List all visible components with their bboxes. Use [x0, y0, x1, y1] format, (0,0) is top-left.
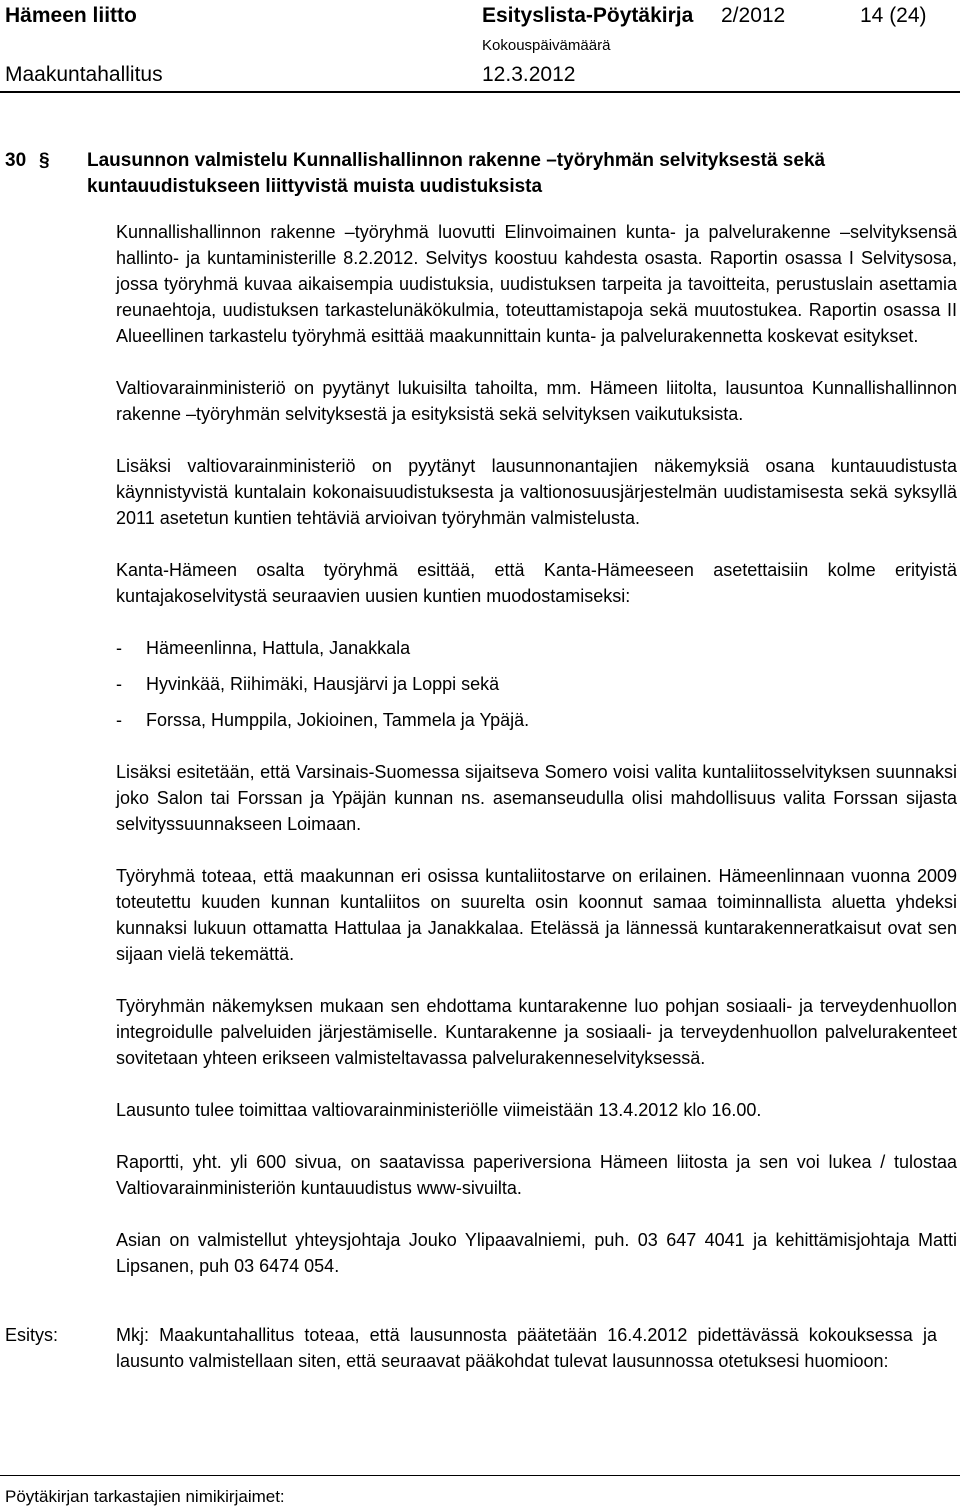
section-symbol: § [39, 150, 50, 171]
proposal-label: Esitys: [5, 1325, 59, 1345]
list-item [116, 671, 957, 697]
list-item-text: Forssa, Humppila, Jokioinen, Tammela ja Ypäjä. [146, 710, 530, 730]
list-item-text: Hämeenlinna, Hattula, Janakkala [146, 638, 411, 658]
paragraph-report-summary: Kunnallishallinnon rakenne –työryhmä luovutti Elinvoimainen kunta- ja palvelurakenne –selvityksensä hallinto- ja kuntaministerille 8.2.2012. Selvitys koostuu kahdesta osasta. Raportin osassa I Selvitysosa, jossa työryhmä kuvaa aikaisempia uudistuksia, uudistuksen tarpeita ja tavoitteita, perustuslain asettamia reunaehtoja, uudistuksen tarkastelunäkökulmia, toteuttamistapoja sekä muutostukea. Raportin osassa II Alueellinen tarkastelu työryhmä esittää maakunnittain kunta- ja palvelurakennetta koskevat esitykset. [116, 222, 957, 346]
paragraph-social-health: Työryhmän näkemyksen mukaan sen ehdottama kuntarakenne luo pohjan sosiaali- ja terveydenhuollon integroidulle palveluiden järjestämiselle. Kuntarakenne ja sosiaali- ja terveydenhuollon palvelurakenteet sovitetaan yhteen erikseen valmisteltavassa palvelurakenneselvityksessä. [116, 996, 957, 1068]
board-name: Maakuntahallitus [5, 63, 163, 86]
document-number: 2/2012 [721, 4, 786, 27]
list-item [116, 707, 957, 733]
document-body [116, 219, 957, 1279]
list-bullet: - [116, 638, 122, 658]
paragraph-kanta-hame-proposal: Kanta-Hämeen osalta työryhmä esittää, että Kanta-Hämeeseen asetettaisiin kolme erityistä kuntajakoselvitystä seuraavien uusien kuntien muodostamiseksi: [116, 560, 957, 606]
paragraph-deadline: Lausunto tulee toimittaa valtiovarainministeriölle viimeistään 13.4.2012 klo 16.00. [116, 1100, 762, 1120]
municipality-list [116, 635, 957, 733]
organization-name: Hämeen liitto [5, 4, 137, 27]
paragraph-statement-request: Valtiovarainministeriö on pyytänyt lukuisilta tahoilta, mm. Hämeen liitolta, lausuntoa Kunnallishallinnon rakenne –työryhmän selvityksestä ja esityksistä sekä selvityksen vaikutuksista. [116, 378, 957, 424]
page-count: 14 (24) [860, 4, 927, 27]
meeting-date-label: Kokouspäivämäärä [482, 37, 611, 54]
section-title: Lausunnon valmistelu Kunnallishallinnon rakenne –työryhmän selvityksestä sekä kuntauudistukseen liittyvistä muista uudistuksista [87, 150, 826, 197]
paragraph-merger-need: Työryhmä toteaa, että maakunnan eri osissa kuntaliitostarve on erilainen. Hämeenlinnaan vuonna 2009 toteutettu kuuden kunnan kuntaliitos on suurelta osin koonnut samaa toiminnallista aluetta yhdeksi kunnaksi lukuun ottamatta Hattulaa ja Janakkalaa. Etelässä ja lännessä kuntarakenneratkaisut ovat sen sijaan vielä tekemättä. [116, 866, 957, 964]
list-bullet: - [116, 674, 122, 694]
list-item-text: Hyvinkää, Riihimäki, Hausjärvi ja Loppi sekä [146, 674, 500, 694]
paragraph-prepared-by: Asian on valmistellut yhteysjohtaja Jouko Ylipaavalniemi, puh. 03 647 4041 ja kehittämisjohtaja Matti Lipsanen, puh 03 6474 054. [116, 1230, 957, 1276]
paragraph-somero: Lisäksi esitetään, että Varsinais-Suomessa sijaitseva Somero voisi valita kuntaliitosselvityksen suunnaksi joko Salon tai Forssan ja Ypäjän kunnan ns. asemanseudulla olisi mahdollisuus valita Forssan sijasta selvityssuunnakseen Loimaan. [116, 762, 957, 834]
proposal-text: Mkj: Maakuntahallitus toteaa, että lausunnosta päätetään 16.4.2012 pidettävässä kokouksessa ja lausunto valmistellaan siten, että seuraavat pääkohdat tulevat lausunnossa otetuksesi huomioon: [116, 1325, 937, 1371]
paragraph-additional-views: Lisäksi valtiovarainministeriö on pyytänyt lausunnonantajien näkemyksiä osana kuntauudistusta käynnistyvistä kuntalain kokonaisuudistuksesta ja valtionosuusjärjestelmän uudistamisesta sekä syksyllä 2011 asetetun kuntien tehtäviä arvioivan työryhmän valmistelusta. [116, 456, 957, 528]
meeting-date: 12.3.2012 [482, 63, 576, 86]
section-number: 30 [5, 150, 27, 171]
list-bullet: - [116, 710, 122, 730]
footer-divider [0, 1475, 960, 1476]
signature-label: Pöytäkirjan tarkastajien nimikirjaimet: [5, 1487, 285, 1506]
document-type: Esityslista-Pöytäkirja [482, 4, 694, 27]
list-item [116, 635, 957, 661]
header-divider [0, 91, 960, 93]
paragraph-report-availability: Raportti, yht. yli 600 sivua, on saatavissa paperiversiona Hämeen liitosta ja sen voi lukea / tulostaa Valtiovarainministeriön kuntauudistus www-sivuilta. [116, 1152, 957, 1198]
